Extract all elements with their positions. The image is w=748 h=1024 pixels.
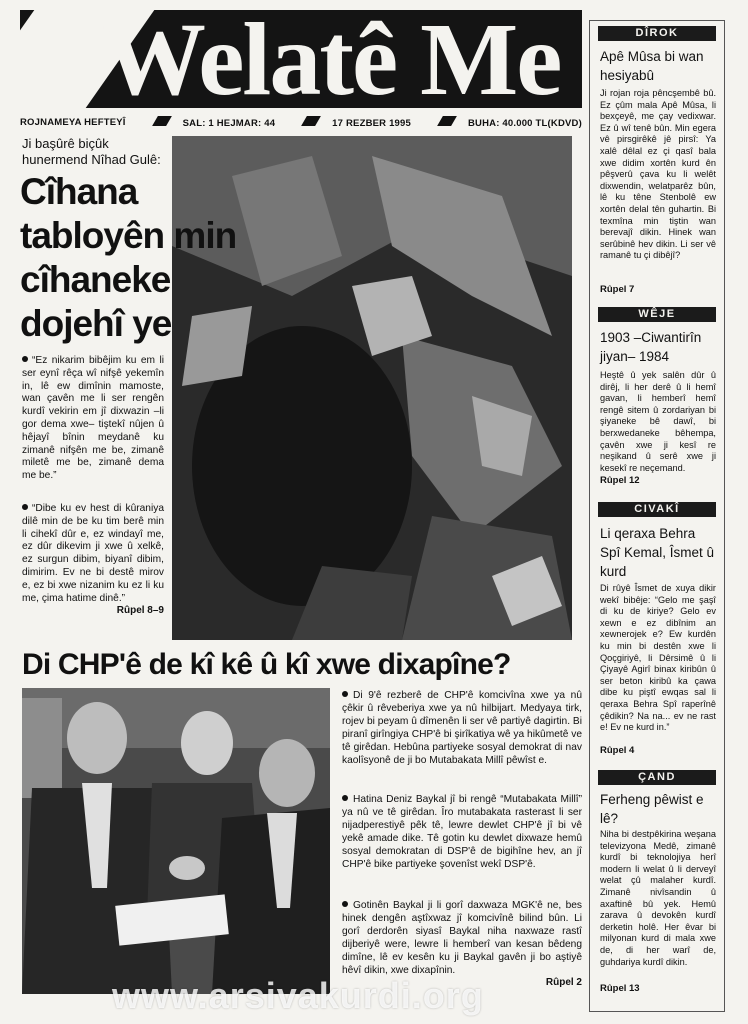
- divider-mark: [437, 116, 457, 126]
- section-body-literature: Heştê û yek salên dûr û dirêj, li her derê û li hemî gavan, li hemberî hemî rengê sitem û zordariyan bi şiyaneke bê dawî, bi berxwedaneke bêhempa, çavên xwe ji kesî re neşikand û serê xwe ji kesekî re neçemand.: [600, 370, 716, 473]
- section-body-culture: Niha bi destpêkirina weşana televizyona Medê, zimanê kurdî bi teknolojiya herî modern li welat û li derveyî welat çû malaher kurdî. Zimanê nivîsandin û axaftinê bû yek. Hemû zarava û devokên kurdî derketin holê. Her êvar bi milyonan kurd di mala xwe de, di her warî de, guhdariya kurdî dikin.: [600, 829, 716, 967]
- handshake-photo: [22, 688, 330, 994]
- issue-number: SAL: 1 HEJMAR: 44: [155, 116, 276, 129]
- info-bar: [20, 113, 582, 131]
- masthead-title: Welatê Me: [102, 10, 561, 108]
- paper-type: ROJNAMEYA HEFTEYÎ: [20, 116, 126, 128]
- masthead: [20, 10, 582, 108]
- section-head-history: DÎROK: [598, 26, 716, 41]
- lead-page-ref: Rûpel 8–9: [116, 605, 164, 617]
- section-title-history: Apê Mûsa bi wan hesiyabû: [600, 49, 704, 83]
- section-title-literature: 1903 –Ciwantirîn jiyan– 1984: [600, 330, 702, 364]
- section-head-literature: WÊJE: [598, 307, 716, 322]
- section-head-society: CIVAKÎ: [598, 502, 716, 517]
- section-head-culture: ÇAND: [598, 770, 716, 785]
- second-page-ref: Rûpel 2: [545, 977, 582, 989]
- headline-line: cîhaneke: [20, 259, 171, 300]
- headline-line: dojehî ye: [20, 303, 172, 344]
- issue-date: 17 REZBER 1995: [304, 116, 411, 129]
- lead-quote-2: “Dibe ku ev hest di kûraniya dilê min de be ku tim berê min li cihekî dûr e, ez windayî me, ez dûr dikevim ji xwe û xelkê, ez surgun dibim, biyanî dibim, dimirim. Ev ne bi destê mirov e, ez bi xwe nizanim ku ez li ku me, çima hatime dinê.” Rûpel 8–9: [22, 503, 164, 617]
- section-ref-culture: Rûpel 13: [600, 983, 640, 994]
- section-title-culture: Ferheng pêwist e lê?: [600, 792, 704, 826]
- photo-scene: [22, 688, 330, 994]
- second-para-2: Hatina Deniz Baykal jî bi rengê “Mutabakata Millî” ya nû ve tê girêdan. Îro mutabakata rasterast li ser nijadperestiyê pêk tê, lewre dewlet CHP'ê jî bi vê yekê amade dike. Tê gotin ku dewlet dixwaze hemû sosyal demokratan di DSP'ê de bigihîne hev, an jî CHP'ê bike partiyeke şovenîst wekî DSP'ê.: [342, 794, 582, 870]
- lead-headline: [20, 170, 240, 346]
- bullet-dot: [342, 901, 348, 907]
- bullet-dot: [22, 504, 28, 510]
- bullet-dot: [342, 795, 348, 801]
- section-body-history: Ji rojan roja pêncşembê bû. Ez çûm mala Apê Mûsa, li bexçeyê, me çay vedixwar. Ez û wî tenê bûn. Min egera vê pirsgirêkê jê pirsî: Ya xalê dêlal ez çi qasî bala xwe didim xortên kurd ên pêşverû çava ku li welêt dixwendin, welatparêz bûn, lê ku têne Stenbolê ew xortên delal tên guhartin. Bi texmîna min tiştin wan berevajî dikin. Hinek wan serûbinê hev dikin. Li ser vê ramanê tu çi dibêjî?: [600, 88, 716, 261]
- divider-mark: [301, 116, 321, 126]
- lead-quote-1: “Ez nikarim bibêjim ku em li ser eynî rêça wî nifşê yekemîn in, lê ew dimînin mamoste, wan çavên me li ser rengên kurdî vekirin em jî dixwazin –li gor dema xwe– tiştekî nûjen û hêjayî bînin meydanê ku zimanê nifşên me be, zimanê miletê me be, zimanê dema me be.”: [22, 355, 164, 482]
- divider-mark: [152, 116, 172, 126]
- second-headline: Di CHP'ê de kî kê û kî xwe dixapîne?: [22, 648, 511, 681]
- section-body-society: Di rûyê Îsmet de xuya dikir wekî bibêje: “Gelo me şaşî di ku de kiriye? Gelo ev xewn e ez dibînim an xewnerojek e? Ew kurdên ku min bi destên xwe li Qoçgiriyê, li Dêrsimê û li Çiyayê Agirî binax kiribûn û ser beton kiribû ka çawa dibe ku piştî ewqas sal li qeraxa Behra Spî raperînê çêdikin? Na na... ev ne rast e! Ev ne kurd in.”: [600, 583, 716, 733]
- second-para-3: Gotinên Baykal ji li gorî daxwaza MGK'ê ne, bes hinek dengên aştîxwaz jî komcivînê bilind bûn. Li gorî derdorên siyasî Baykal niha naxwaze rastî dijberiyê were, lewre li hemberî van kesan bêdeng dimîne, lê ev kesên ku ji Baykal gavên ji bo aştiyê hêvî dikin, xwe dixapînin. Rûpel 2: [342, 900, 582, 989]
- section-ref-history: Rûpel 7: [600, 284, 635, 295]
- section-ref-literature: Rûpel 12: [600, 475, 640, 486]
- bullet-dot: [22, 356, 28, 362]
- issue-price: BUHA: 40.000 TL(KDVD): [440, 116, 582, 129]
- section-title-society: Li qeraxa Behra Spî Kemal, Îsmet û kurd: [600, 526, 715, 579]
- headline-line: tabloyên min: [20, 215, 237, 256]
- second-para-1: Di 9'ê rezberê de CHP'ê komcivîna xwe ya nû çêkir û rêveberiya xwe ya nû hilbijart. Medyaya tirk, rojev bi peyam û dîmenên li ser vê partiyê dagirtin. Bi piranî girîngiya CHP'ê bi şirîkatiya wê ya hikûmetê ve tê girêdan. Hebûna partiyeke sosyal demokrat di nav kaolîsyonê de ji bo Mutabakata Millî pêwîst e.: [342, 690, 582, 766]
- section-ref-society: Rûpel 4: [600, 745, 635, 756]
- bullet-dot: [342, 691, 348, 697]
- watermark: www.arsivakurdi.org: [112, 975, 484, 1016]
- headline-line: Cîhana: [20, 171, 138, 212]
- lead-kicker: Ji başûrê biçûk hunermend Nîhad Gulê:: [22, 136, 161, 167]
